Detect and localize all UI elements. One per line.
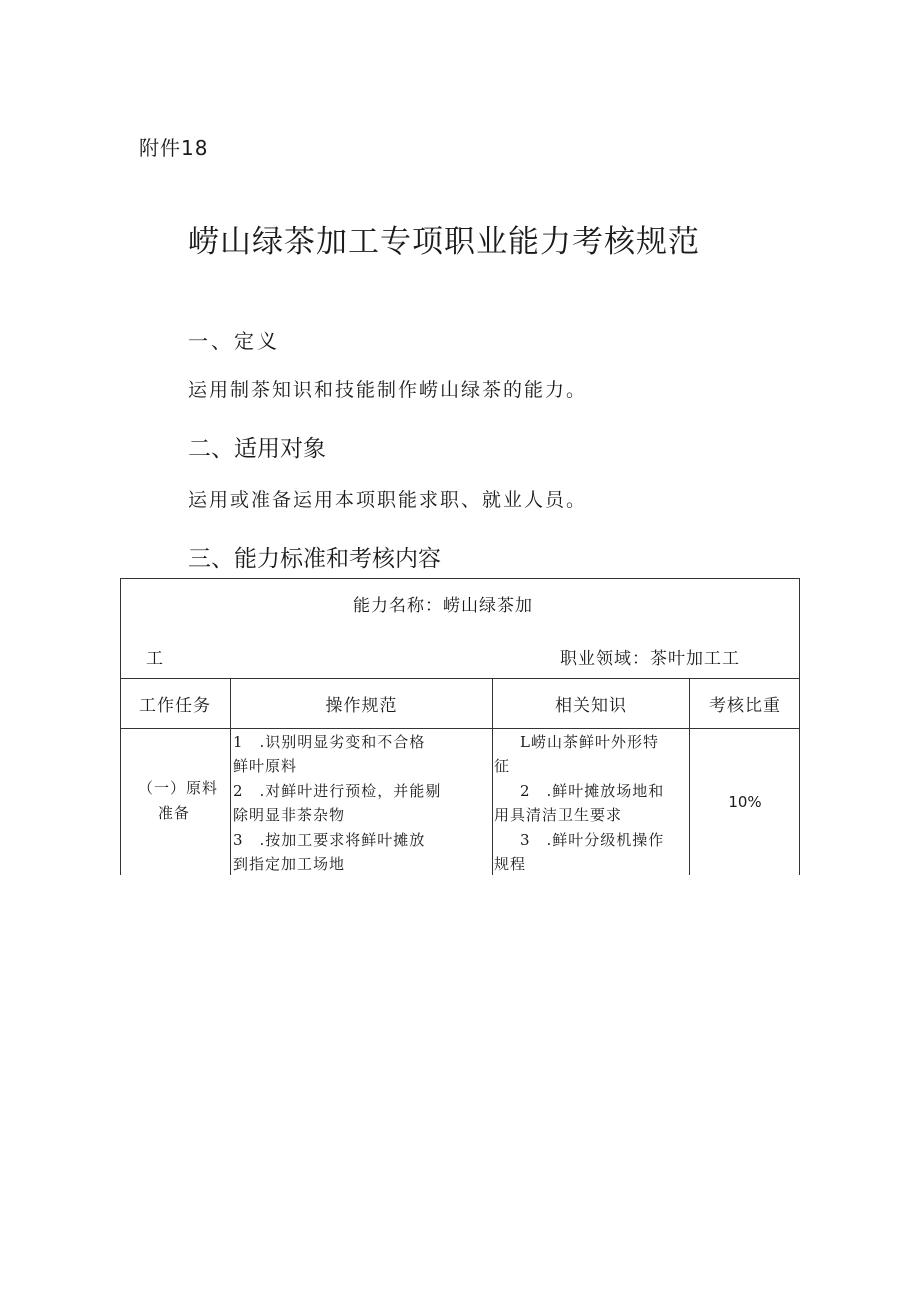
column-header-operations: 操作规范	[325, 696, 398, 716]
table-border-top	[120, 578, 800, 579]
knowledge-item-1: L崂山茶鲜叶外形特	[520, 733, 659, 751]
operation-item-1: 1 .识别明显劣变和不合格	[233, 733, 426, 751]
assessment-table	[120, 578, 800, 875]
column-header-task: 工作任务	[139, 696, 211, 716]
section-heading-standards: 三、能力标准和考核内容	[188, 546, 441, 572]
task-name: （一）原料	[138, 779, 219, 797]
page-title: 崂山绿茶加工专项职业能力考核规范	[188, 224, 700, 260]
attachment-label: 附件18	[139, 136, 209, 160]
column-header-knowledge: 相关知识	[555, 696, 627, 716]
column-header-weight: 考核比重	[709, 696, 781, 716]
knowledge-item-3: 3 .鲜叶分级机操作	[520, 831, 665, 849]
task-name-continued: 准备	[158, 804, 191, 822]
occupation-field: 职业领域：茶叶加工工	[560, 649, 740, 669]
ability-name-continued: 工	[146, 649, 164, 669]
operation-item-3-continued: 到指定加工场地	[233, 855, 346, 873]
section-heading-definition: 一、定义	[188, 329, 280, 353]
knowledge-item-1-continued: 征	[494, 757, 511, 775]
operation-item-1-continued: 鲜叶原料	[233, 757, 298, 775]
section-heading-audience: 二、适用对象	[188, 436, 326, 462]
weight-value: 10%	[728, 793, 762, 811]
knowledge-item-2: 2 .鲜叶摊放场地和	[520, 782, 665, 800]
ability-name: 能力名称：崂山绿茶加	[353, 596, 533, 616]
section-body-definition: 运用制茶知识和技能制作崂山绿茶的能力。	[188, 379, 588, 401]
operation-item-2-continued: 除明显非茶杂物	[233, 806, 346, 824]
operation-item-2: 2 .对鲜叶进行预检，并能剔	[233, 782, 442, 800]
knowledge-item-2-continued: 用具清洁卫生要求	[494, 806, 623, 824]
section-body-audience: 运用或准备运用本项职能求职、就业人员。	[188, 489, 588, 511]
knowledge-item-3-continued: 规程	[494, 855, 527, 873]
operation-item-3: 3 .按加工要求将鲜叶摊放	[233, 831, 426, 849]
